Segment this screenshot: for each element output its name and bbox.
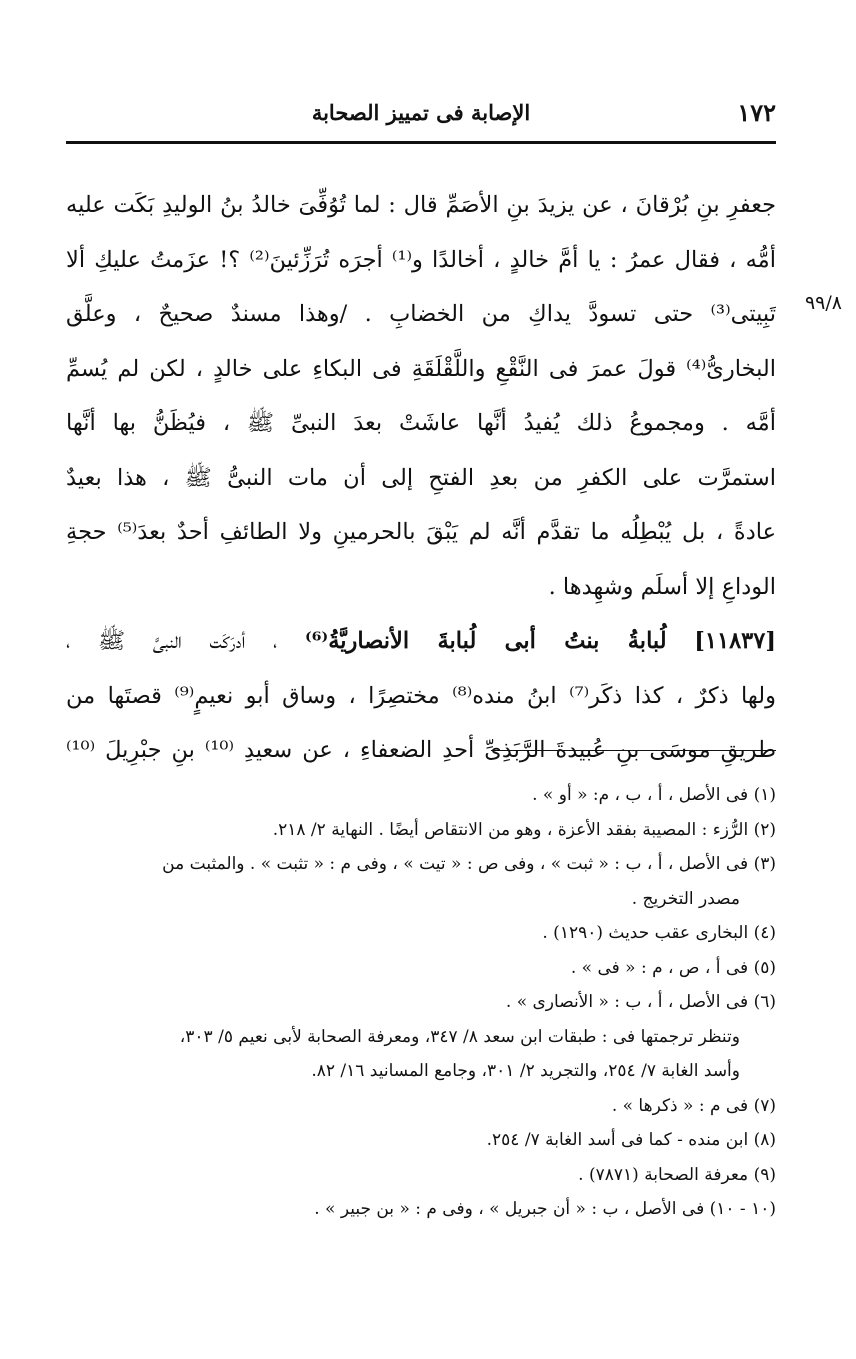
text-line: عادةً ، بل يُبْطِلُه ما تقدَّم أنَّه لم يَبْقَ بالحرمينِ ولا الطائفِ أحدٌ بعدَ⁽⁵⁾ حجةِ xyxy=(66,519,776,545)
text-line: أمَّه . ومجموعُ ذلك يُفيدُ أنَّها عاشَتْ بعدَ النبىِّ ﷺ ، فيُظَنُّ بها أنَّها xyxy=(66,410,776,436)
footnote: (٥) فى أ ، ص ، م : « فى » . xyxy=(570,957,776,978)
footnote: (٢) الرُّزء : المصيبة بفقد الأعزة ، وهو من الانتقاص أيضًا . النهاية ٢/ ٢١٨. xyxy=(272,819,776,840)
footnote: (٨) ابن منده - كما فى أسد الغابة ٧/ ٢٥٤. xyxy=(486,1130,776,1150)
footnote: (٧) فى م : « ذكرها » . xyxy=(611,1095,776,1116)
margin-note: ٩٩/٨ xyxy=(804,292,842,314)
footnote-separator xyxy=(491,750,776,751)
main-text xyxy=(66,178,776,778)
text-line: تَبِيتى⁽³⁾ حتى تسودَّ يداكِ من الخضابِ . /وهذا مسندٌ صحيحٌ ، وعلَّق xyxy=(66,301,776,327)
header-rule xyxy=(66,141,776,144)
footnote: (٣) فى الأصل ، أ ، ب : « ثبت » ، وفى ص : « تيت » ، وفى م : « تثبت » . والمثبت من xyxy=(162,854,776,874)
page-number: ١٧٢ xyxy=(737,98,776,127)
footnote: (١) فى الأصل ، أ ، ب ، م: « أو » . xyxy=(532,785,776,805)
footnote-continuation: وأسد الغابة ٧/ ٢٥٤، والتجريد ٢/ ٣٠١، وجامع المسانيد ١٦/ ٨٢. xyxy=(311,1061,740,1081)
entry-number: [١١٨٣٧] xyxy=(694,628,776,654)
text-line: أمُّه ، فقال عمرُ : يا أمَّ خالدٍ ، أخالدًا و⁽¹⁾ أجرَه تُرَزِّئينَ⁽²⁾ ؟! عزَمتُ عليكِ ألا xyxy=(66,246,776,273)
running-title: الإصابة فى تمييز الصحابة xyxy=(311,100,531,125)
footnote-continuation: مصدر التخريج . xyxy=(631,888,740,909)
entry-name: لُبابةُ بنتُ أبى لُبابةَ الأنصاريَّةُ⁽⁶⁾ xyxy=(304,628,667,654)
text-line: جعفرِ بنِ بُرْقانَ ، عن يزيدَ بنِ الأصَمِّ قال : لما تُوُفِّىَ خالدُ بنُ الوليدِ بَكَت عليه xyxy=(66,192,776,218)
footnote: (٦) فى الأصل ، أ ، ب : « الأنصارى » . xyxy=(505,992,776,1012)
entry-heading-line xyxy=(66,614,776,669)
text-line: ولها ذكرٌ ، كذا ذكَر⁽⁷⁾ ابنُ منده⁽⁸⁾ مختصِرًا ، وساق أبو نعيمٍ⁽⁹⁾ قصتَها من xyxy=(66,682,776,709)
footnote-continuation: وتنظر ترجمتها فى : طبقات ابن سعد ٨/ ٣٤٧، ومعرفة الصحابة لأبى نعيم ٥/ ٣٠٣، xyxy=(179,1026,740,1047)
footnotes xyxy=(66,778,776,1227)
footnote: (٩) معرفة الصحابة (٧٨٧١) . xyxy=(578,1164,776,1185)
page-header xyxy=(66,92,776,132)
text-line: استمرَّت على الكفرِ من بعدِ الفتحِ إلى أن مات النبىُّ ﷺ ، هذا بعيدٌ xyxy=(66,464,776,491)
footnote: (١٠ - ١٠) فى الأصل ، ب : « أن جبريل » ، وفى م : « بن جبير » . xyxy=(314,1199,776,1219)
text-line: طريقِ موسَى بنِ عُبيدةَ الرَّبَذِىِّ أحدِ الضعفاءِ ، عن سعيدِ ⁽¹⁰⁾ بنِ جبْرِيلَ ⁽¹⁰⁾ xyxy=(66,737,776,763)
text-line: الوداعِ إلا أسلَم وشهِدها . xyxy=(548,573,776,600)
entry-heading-rest: ، أدرَكَت النبىَّ ﷺ ، xyxy=(66,628,278,654)
text-line: البخارىُّ⁽⁴⁾ قولَ عمرَ فى النَّقْعِ واللَّقْلَقَةِ فى البكاءِ على خالدٍ ، لكن لم يُسمِّ xyxy=(66,355,776,382)
footnote: (٤) البخارى عقب حديث (١٢٩٠) . xyxy=(542,923,776,943)
